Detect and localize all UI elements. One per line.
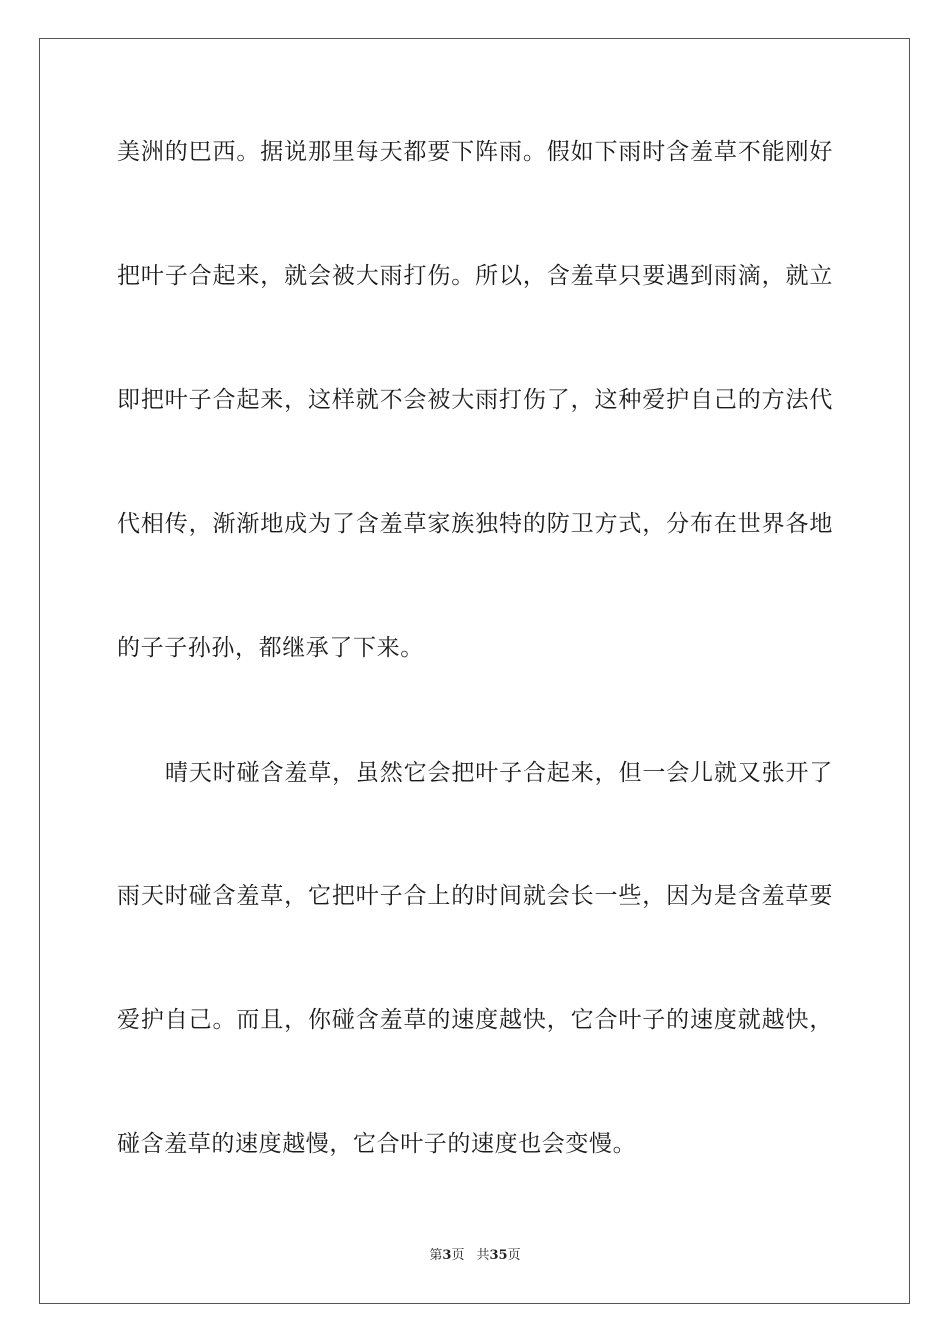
text-line: 爱护自己。而且，你碰含羞草的速度越快，它合叶子的速度就越快， [117,1007,833,1033]
total-prefix: 共 [476,1248,490,1263]
text-line: 雨天时碰含羞草，它把叶子合上的时间就会长一些，因为是含羞草要 [117,883,833,909]
page-border [39,38,910,1304]
page-suffix: 页 [451,1248,465,1263]
text-line: 即把叶子合起来，这样就不会被大雨打伤了，这种爱护自己的方法代 [117,387,833,413]
text-line: 把叶子合起来，就会被大雨打伤。所以，含羞草只要遇到雨滴，就立 [117,263,833,289]
page-footer [0,1249,950,1262]
total-suffix: 页 [507,1248,521,1263]
text-line: 碰含羞草的速度越慢，它合叶子的速度也会变慢。 [117,1131,637,1157]
text-line: 的子子孙孙，都继承了下来。 [117,635,424,661]
text-line: 美洲的巴西。据说那里每天都要下阵雨。假如下雨时含羞草不能刚好 [117,139,833,165]
page-number: 3 [442,1248,452,1263]
page-prefix: 第 [429,1248,443,1263]
total-pages: 35 [489,1248,508,1263]
paragraph-first-line: 晴天时碰含羞草，虽然它会把叶子合起来，但一会儿就又张开了 [165,760,833,786]
text-line: 代相传，渐渐地成为了含羞草家族独特的防卫方式，分布在世界各地 [117,511,833,537]
